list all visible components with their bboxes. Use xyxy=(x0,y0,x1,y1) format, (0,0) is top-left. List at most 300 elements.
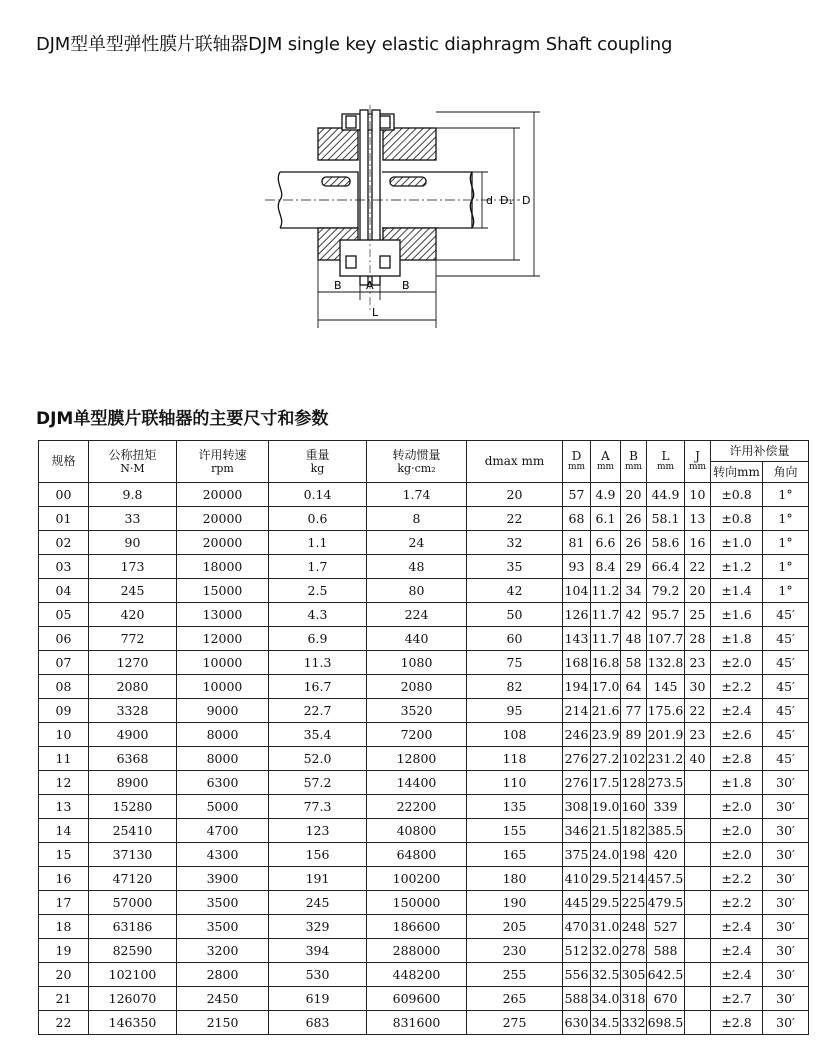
cell-dmax: 42 xyxy=(467,579,563,603)
cell-dmax: 108 xyxy=(467,723,563,747)
cell-A: 16.8 xyxy=(591,651,621,675)
table-row xyxy=(39,987,809,1011)
cell-L: 58.6 xyxy=(647,531,685,555)
cell-torque: 772 xyxy=(89,627,177,651)
cell-J: 10 xyxy=(685,483,711,507)
cell-A: 19.0 xyxy=(591,795,621,819)
cell-axial-comp: ±2.7 xyxy=(711,987,763,1011)
cell-torque: 4900 xyxy=(89,723,177,747)
cell-speed: 12000 xyxy=(177,627,269,651)
cell-weight: 245 xyxy=(269,891,367,915)
cell-D: 630 xyxy=(563,1011,591,1035)
cell-inertia: 1080 xyxy=(367,651,467,675)
header-torque: 公称扭矩 N·M xyxy=(89,441,177,483)
cell-B: 42 xyxy=(621,603,647,627)
cell-torque: 9.8 xyxy=(89,483,177,507)
cell-size: 11 xyxy=(39,747,89,771)
cell-J xyxy=(685,891,711,915)
header-D: D mm xyxy=(563,441,591,483)
cell-inertia: 24 xyxy=(367,531,467,555)
cell-inertia: 1.74 xyxy=(367,483,467,507)
header-axial: 转向mm xyxy=(711,462,763,483)
cell-speed: 20000 xyxy=(177,507,269,531)
cell-A: 11.2 xyxy=(591,579,621,603)
cell-axial-comp: ±1.2 xyxy=(711,555,763,579)
cell-speed: 2450 xyxy=(177,987,269,1011)
cell-angular-comp: 1° xyxy=(763,579,809,603)
cell-dmax: 205 xyxy=(467,915,563,939)
cell-axial-comp: ±0.8 xyxy=(711,483,763,507)
header-compensation: 许用补偿量 xyxy=(711,441,809,462)
cell-size: 21 xyxy=(39,987,89,1011)
cell-inertia: 100200 xyxy=(367,867,467,891)
cell-weight: 2.5 xyxy=(269,579,367,603)
cell-J: 22 xyxy=(685,699,711,723)
cell-speed: 20000 xyxy=(177,531,269,555)
cell-inertia: 7200 xyxy=(367,723,467,747)
cell-L: 95.7 xyxy=(647,603,685,627)
cell-torque: 245 xyxy=(89,579,177,603)
cell-axial-comp: ±2.4 xyxy=(711,963,763,987)
cell-J: 22 xyxy=(685,555,711,579)
cell-J xyxy=(685,867,711,891)
cell-axial-comp: ±2.2 xyxy=(711,675,763,699)
table-row xyxy=(39,507,809,531)
cell-weight: 394 xyxy=(269,939,367,963)
cell-B: 128 xyxy=(621,771,647,795)
table-row xyxy=(39,675,809,699)
cell-size: 06 xyxy=(39,627,89,651)
cell-axial-comp: ±1.8 xyxy=(711,627,763,651)
cell-angular-comp: 1° xyxy=(763,531,809,555)
cell-size: 17 xyxy=(39,891,89,915)
cell-weight: 619 xyxy=(269,987,367,1011)
cell-A: 34.5 xyxy=(591,1011,621,1035)
cell-L: 479.5 xyxy=(647,891,685,915)
cell-inertia: 48 xyxy=(367,555,467,579)
table-row xyxy=(39,651,809,675)
cell-D: 168 xyxy=(563,651,591,675)
table-row xyxy=(39,531,809,555)
cell-B: 34 xyxy=(621,579,647,603)
cell-J xyxy=(685,939,711,963)
cell-A: 6.6 xyxy=(591,531,621,555)
table-row xyxy=(39,555,809,579)
cell-size: 12 xyxy=(39,771,89,795)
cell-size: 14 xyxy=(39,819,89,843)
cell-size: 02 xyxy=(39,531,89,555)
table-row xyxy=(39,843,809,867)
cell-dmax: 32 xyxy=(467,531,563,555)
coupling-body xyxy=(278,110,473,285)
table-row xyxy=(39,771,809,795)
cell-A: 8.4 xyxy=(591,555,621,579)
cell-size: 19 xyxy=(39,939,89,963)
cell-dmax: 230 xyxy=(467,939,563,963)
cell-speed: 2800 xyxy=(177,963,269,987)
cell-B: 20 xyxy=(621,483,647,507)
dim-label-d: d xyxy=(486,194,493,207)
cell-J xyxy=(685,795,711,819)
cell-torque: 102100 xyxy=(89,963,177,987)
cell-inertia: 14400 xyxy=(367,771,467,795)
cell-L: 66.4 xyxy=(647,555,685,579)
cell-D: 276 xyxy=(563,771,591,795)
cell-B: 332 xyxy=(621,1011,647,1035)
cell-B: 182 xyxy=(621,819,647,843)
cell-A: 31.0 xyxy=(591,915,621,939)
cell-D: 143 xyxy=(563,627,591,651)
cell-axial-comp: ±2.0 xyxy=(711,651,763,675)
cell-L: 457.5 xyxy=(647,867,685,891)
cell-A: 6.1 xyxy=(591,507,621,531)
cell-D: 126 xyxy=(563,603,591,627)
cell-angular-comp: 45′ xyxy=(763,699,809,723)
cell-weight: 0.14 xyxy=(269,483,367,507)
cell-D: 346 xyxy=(563,819,591,843)
cell-angular-comp: 45′ xyxy=(763,603,809,627)
cell-torque: 37130 xyxy=(89,843,177,867)
table-body xyxy=(39,483,809,1035)
cell-angular-comp: 30′ xyxy=(763,771,809,795)
table-row xyxy=(39,723,809,747)
cell-inertia: 150000 xyxy=(367,891,467,915)
cell-L: 231.2 xyxy=(647,747,685,771)
cell-size: 15 xyxy=(39,843,89,867)
cell-dmax: 82 xyxy=(467,675,563,699)
cell-dmax: 155 xyxy=(467,819,563,843)
cell-weight: 1.1 xyxy=(269,531,367,555)
header-dmax: dmax mm xyxy=(467,441,563,483)
cell-speed: 8000 xyxy=(177,723,269,747)
cell-axial-comp: ±1.8 xyxy=(711,771,763,795)
cell-size: 04 xyxy=(39,579,89,603)
cell-A: 17.0 xyxy=(591,675,621,699)
cell-weight: 52.0 xyxy=(269,747,367,771)
cell-J: 40 xyxy=(685,747,711,771)
cell-weight: 77.3 xyxy=(269,795,367,819)
dim-label-l: L xyxy=(372,306,379,319)
cell-B: 318 xyxy=(621,987,647,1011)
cell-A: 27.2 xyxy=(591,747,621,771)
cell-D: 445 xyxy=(563,891,591,915)
table-row xyxy=(39,939,809,963)
cell-D: 556 xyxy=(563,963,591,987)
cell-torque: 33 xyxy=(89,507,177,531)
cell-inertia: 3520 xyxy=(367,699,467,723)
cell-torque: 146350 xyxy=(89,1011,177,1035)
cell-dmax: 135 xyxy=(467,795,563,819)
cell-dmax: 75 xyxy=(467,651,563,675)
header-weight: 重量 kg xyxy=(269,441,367,483)
cell-size: 01 xyxy=(39,507,89,531)
cell-torque: 2080 xyxy=(89,675,177,699)
cell-speed: 3900 xyxy=(177,867,269,891)
cell-L: 145 xyxy=(647,675,685,699)
cell-L: 642.5 xyxy=(647,963,685,987)
header-A: A mm xyxy=(591,441,621,483)
cell-size: 00 xyxy=(39,483,89,507)
cell-D: 375 xyxy=(563,843,591,867)
cell-L: 201.9 xyxy=(647,723,685,747)
cell-A: 29.5 xyxy=(591,891,621,915)
cell-J: 28 xyxy=(685,627,711,651)
cell-B: 58 xyxy=(621,651,647,675)
cell-torque: 15280 xyxy=(89,795,177,819)
cell-torque: 6368 xyxy=(89,747,177,771)
dim-label-a: A xyxy=(366,279,374,292)
cell-inertia: 609600 xyxy=(367,987,467,1011)
cell-J xyxy=(685,819,711,843)
cell-inertia: 831600 xyxy=(367,1011,467,1035)
cell-axial-comp: ±2.2 xyxy=(711,891,763,915)
cell-axial-comp: ±2.4 xyxy=(711,699,763,723)
cell-J: 20 xyxy=(685,579,711,603)
cell-angular-comp: 45′ xyxy=(763,723,809,747)
cell-D: 194 xyxy=(563,675,591,699)
cell-speed: 9000 xyxy=(177,699,269,723)
cell-D: 214 xyxy=(563,699,591,723)
cell-axial-comp: ±2.4 xyxy=(711,939,763,963)
cell-speed: 13000 xyxy=(177,603,269,627)
cell-A: 32.5 xyxy=(591,963,621,987)
cell-J xyxy=(685,987,711,1011)
cell-J: 25 xyxy=(685,603,711,627)
cell-dmax: 255 xyxy=(467,963,563,987)
cell-L: 273.5 xyxy=(647,771,685,795)
cell-L: 79.2 xyxy=(647,579,685,603)
cell-weight: 22.7 xyxy=(269,699,367,723)
cell-D: 470 xyxy=(563,915,591,939)
cell-D: 57 xyxy=(563,483,591,507)
dim-label-D: D xyxy=(522,194,531,207)
cell-axial-comp: ±2.4 xyxy=(711,915,763,939)
cell-B: 64 xyxy=(621,675,647,699)
cell-size: 05 xyxy=(39,603,89,627)
cell-axial-comp: ±1.6 xyxy=(711,603,763,627)
cell-angular-comp: 30′ xyxy=(763,987,809,1011)
cell-dmax: 50 xyxy=(467,603,563,627)
cell-speed: 18000 xyxy=(177,555,269,579)
cell-inertia: 40800 xyxy=(367,819,467,843)
cell-weight: 683 xyxy=(269,1011,367,1035)
cell-L: 339 xyxy=(647,795,685,819)
cell-dmax: 180 xyxy=(467,867,563,891)
cell-D: 81 xyxy=(563,531,591,555)
cell-J xyxy=(685,963,711,987)
cell-torque: 90 xyxy=(89,531,177,555)
header-J: J mm xyxy=(685,441,711,483)
cell-L: 132.8 xyxy=(647,651,685,675)
cell-dmax: 95 xyxy=(467,699,563,723)
cell-D: 308 xyxy=(563,795,591,819)
cell-angular-comp: 1° xyxy=(763,483,809,507)
coupling-drawing xyxy=(260,100,560,335)
spec-table xyxy=(38,440,809,1035)
cell-weight: 57.2 xyxy=(269,771,367,795)
cell-size: 09 xyxy=(39,699,89,723)
cell-D: 512 xyxy=(563,939,591,963)
cell-angular-comp: 30′ xyxy=(763,915,809,939)
cell-speed: 20000 xyxy=(177,483,269,507)
cell-A: 11.7 xyxy=(591,627,621,651)
cell-dmax: 35 xyxy=(467,555,563,579)
cell-size: 22 xyxy=(39,1011,89,1035)
cell-axial-comp: ±2.0 xyxy=(711,843,763,867)
cell-inertia: 8 xyxy=(367,507,467,531)
cell-J xyxy=(685,771,711,795)
table-row xyxy=(39,963,809,987)
cell-weight: 11.3 xyxy=(269,651,367,675)
cell-speed: 2150 xyxy=(177,1011,269,1035)
cell-angular-comp: 30′ xyxy=(763,1011,809,1035)
cell-A: 29.5 xyxy=(591,867,621,891)
cell-inertia: 2080 xyxy=(367,675,467,699)
cell-speed: 10000 xyxy=(177,675,269,699)
header-angular: 角向 xyxy=(763,462,809,483)
cell-B: 26 xyxy=(621,507,647,531)
cell-dmax: 22 xyxy=(467,507,563,531)
cell-J: 23 xyxy=(685,723,711,747)
table-row xyxy=(39,603,809,627)
cell-J xyxy=(685,843,711,867)
cell-size: 18 xyxy=(39,915,89,939)
cell-J: 23 xyxy=(685,651,711,675)
cell-A: 11.7 xyxy=(591,603,621,627)
cell-B: 248 xyxy=(621,915,647,939)
cell-dmax: 275 xyxy=(467,1011,563,1035)
cell-J: 30 xyxy=(685,675,711,699)
cell-weight: 530 xyxy=(269,963,367,987)
cell-J: 16 xyxy=(685,531,711,555)
cell-D: 68 xyxy=(563,507,591,531)
cell-angular-comp: 45′ xyxy=(763,747,809,771)
cell-axial-comp: ±2.6 xyxy=(711,723,763,747)
cell-axial-comp: ±2.2 xyxy=(711,867,763,891)
table-row xyxy=(39,819,809,843)
cell-L: 670 xyxy=(647,987,685,1011)
cell-inertia: 186600 xyxy=(367,915,467,939)
cell-angular-comp: 30′ xyxy=(763,891,809,915)
cell-dmax: 118 xyxy=(467,747,563,771)
header-inertia: 转动惯量 kg·cm₂ xyxy=(367,441,467,483)
cell-weight: 329 xyxy=(269,915,367,939)
cell-A: 21.6 xyxy=(591,699,621,723)
cell-D: 246 xyxy=(563,723,591,747)
table-row xyxy=(39,627,809,651)
cell-axial-comp: ±2.0 xyxy=(711,819,763,843)
cell-weight: 123 xyxy=(269,819,367,843)
table-row xyxy=(39,795,809,819)
cell-size: 16 xyxy=(39,867,89,891)
cell-torque: 25410 xyxy=(89,819,177,843)
cell-speed: 3500 xyxy=(177,891,269,915)
cell-weight: 6.9 xyxy=(269,627,367,651)
cell-B: 278 xyxy=(621,939,647,963)
cell-torque: 82590 xyxy=(89,939,177,963)
cell-D: 104 xyxy=(563,579,591,603)
cell-dmax: 265 xyxy=(467,987,563,1011)
cell-dmax: 110 xyxy=(467,771,563,795)
cell-A: 4.9 xyxy=(591,483,621,507)
cell-J xyxy=(685,1011,711,1035)
cell-torque: 47120 xyxy=(89,867,177,891)
cell-size: 10 xyxy=(39,723,89,747)
cell-angular-comp: 1° xyxy=(763,555,809,579)
cell-axial-comp: ±1.4 xyxy=(711,579,763,603)
cell-B: 198 xyxy=(621,843,647,867)
cell-B: 214 xyxy=(621,867,647,891)
cell-speed: 5000 xyxy=(177,795,269,819)
cell-B: 89 xyxy=(621,723,647,747)
cell-J: 13 xyxy=(685,507,711,531)
cell-speed: 8000 xyxy=(177,747,269,771)
cell-weight: 4.3 xyxy=(269,603,367,627)
header-B: B mm xyxy=(621,441,647,483)
cell-torque: 1270 xyxy=(89,651,177,675)
cell-angular-comp: 30′ xyxy=(763,939,809,963)
table-row xyxy=(39,579,809,603)
cell-L: 420 xyxy=(647,843,685,867)
cell-size: 03 xyxy=(39,555,89,579)
cell-angular-comp: 45′ xyxy=(763,627,809,651)
cell-size: 13 xyxy=(39,795,89,819)
table-row xyxy=(39,747,809,771)
table-row xyxy=(39,891,809,915)
cell-B: 48 xyxy=(621,627,647,651)
cell-B: 225 xyxy=(621,891,647,915)
cell-B: 305 xyxy=(621,963,647,987)
cell-speed: 6300 xyxy=(177,771,269,795)
cell-D: 93 xyxy=(563,555,591,579)
cell-angular-comp: 45′ xyxy=(763,651,809,675)
cell-weight: 1.7 xyxy=(269,555,367,579)
cell-inertia: 64800 xyxy=(367,843,467,867)
cell-B: 26 xyxy=(621,531,647,555)
cell-speed: 10000 xyxy=(177,651,269,675)
cell-L: 588 xyxy=(647,939,685,963)
cell-dmax: 190 xyxy=(467,891,563,915)
cell-D: 588 xyxy=(563,987,591,1011)
cell-axial-comp: ±2.0 xyxy=(711,795,763,819)
cell-L: 527 xyxy=(647,915,685,939)
cell-speed: 4700 xyxy=(177,819,269,843)
cell-inertia: 448200 xyxy=(367,963,467,987)
table-row xyxy=(39,483,809,507)
cell-inertia: 224 xyxy=(367,603,467,627)
header-L: L mm xyxy=(647,441,685,483)
cell-torque: 173 xyxy=(89,555,177,579)
cell-A: 17.5 xyxy=(591,771,621,795)
cell-angular-comp: 30′ xyxy=(763,819,809,843)
cell-B: 29 xyxy=(621,555,647,579)
cell-L: 58.1 xyxy=(647,507,685,531)
header-speed: 许用转速 rpm xyxy=(177,441,269,483)
cell-torque: 57000 xyxy=(89,891,177,915)
cell-A: 24.0 xyxy=(591,843,621,867)
dim-label-b-left: B xyxy=(334,279,342,292)
cell-speed: 4300 xyxy=(177,843,269,867)
cell-axial-comp: ±2.8 xyxy=(711,747,763,771)
cell-torque: 420 xyxy=(89,603,177,627)
cell-angular-comp: 30′ xyxy=(763,867,809,891)
cell-torque: 63186 xyxy=(89,915,177,939)
cell-axial-comp: ±1.0 xyxy=(711,531,763,555)
cell-weight: 191 xyxy=(269,867,367,891)
cell-angular-comp: 30′ xyxy=(763,843,809,867)
dim-label-d1: D₁ xyxy=(500,194,513,207)
cell-weight: 156 xyxy=(269,843,367,867)
